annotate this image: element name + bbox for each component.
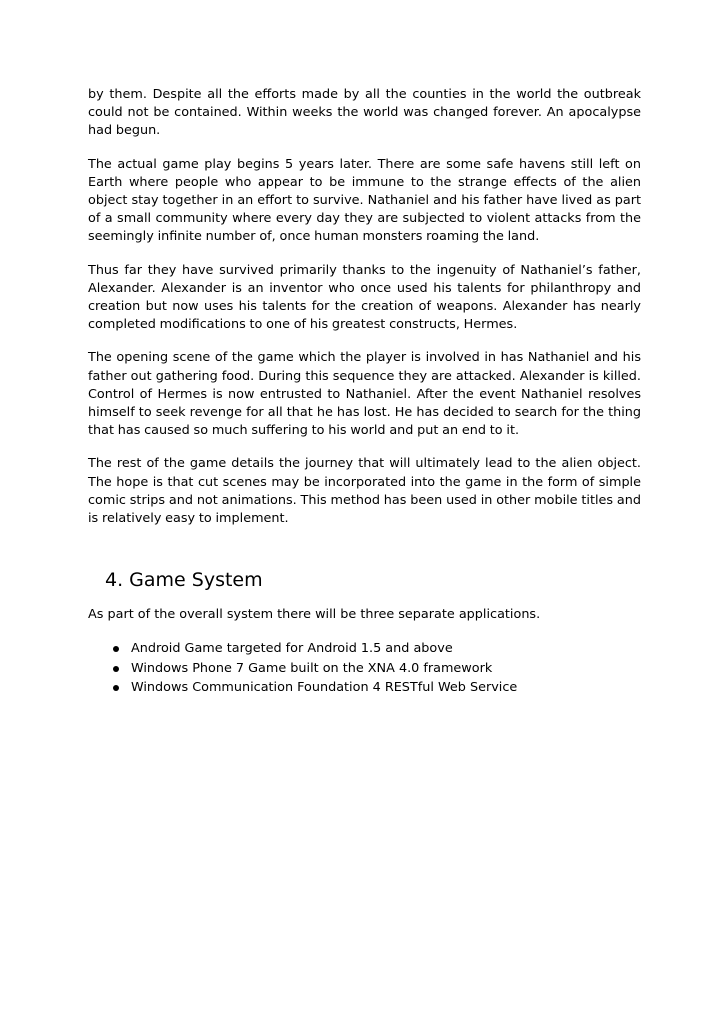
paragraph-alexander: Thus far they have survived primarily thanks to the ingenuity of Nathaniel’s father, Alexander. Alexander is an inventor who once used his talents for philanthropy and creation but now uses his talents for the creation of weapons. Alexander has nearly completed modifications to one of his greatest constructs, Hermes. [88, 262, 641, 333]
paragraph-game-play: The actual game play begins 5 years later. There are some safe havens still left on Earth where people who appear to be immune to the strange effects of the alien object stay together in an effort to survive. Nathaniel and his father have lived as part of a small community where every day they are subjected to violent attacks from the seemingly infinite number of, once human monsters roaming the land. [88, 156, 641, 245]
paragraph-rest-of-game: The rest of the game details the journey that will ultimately lead to the alien object. The hope is that cut scenes may be incorporated into the game in the form of simple comic strips and not animations. This method has been used in other mobile titles and is relatively easy to implement. [88, 456, 641, 527]
document-page [88, 86, 641, 698]
section-heading-game-system: 4. Game System [105, 569, 263, 592]
list-item [88, 659, 641, 679]
paragraph-opening-scene: The opening scene of the game which the player is involved in has Nathaniel and his father out gathering food. During this sequence they are attacked. Alexander is killed. Control of Hermes is now entrusted to Nathaniel. After the event Nathaniel resolves himself to seek revenge for all that he has lost. He has decided to search for the thing that has caused so much suffering to his world and put an end to it. [88, 350, 641, 439]
bullet-icon [113, 685, 119, 691]
list-item [88, 639, 641, 659]
section-intro: As part of the overall system there will be three separate applications. [88, 607, 541, 623]
list-item-text: Windows Phone 7 Game built on the XNA 4.0 framework [131, 660, 493, 676]
list-item [88, 678, 641, 698]
bullet-icon [113, 666, 119, 672]
list-item-text: Android Game targeted for Android 1.5 and above [131, 641, 453, 657]
paragraph-outbreak: by them. Despite all the efforts made by all the counties in the world the outbreak could not be contained. Within weeks the world was changed forever. An apocalypse had begun. [88, 87, 641, 139]
list-item-text: Windows Communication Foundation 4 RESTful Web Service [131, 680, 518, 696]
bullet-icon [113, 646, 119, 652]
applications-list [88, 639, 641, 698]
